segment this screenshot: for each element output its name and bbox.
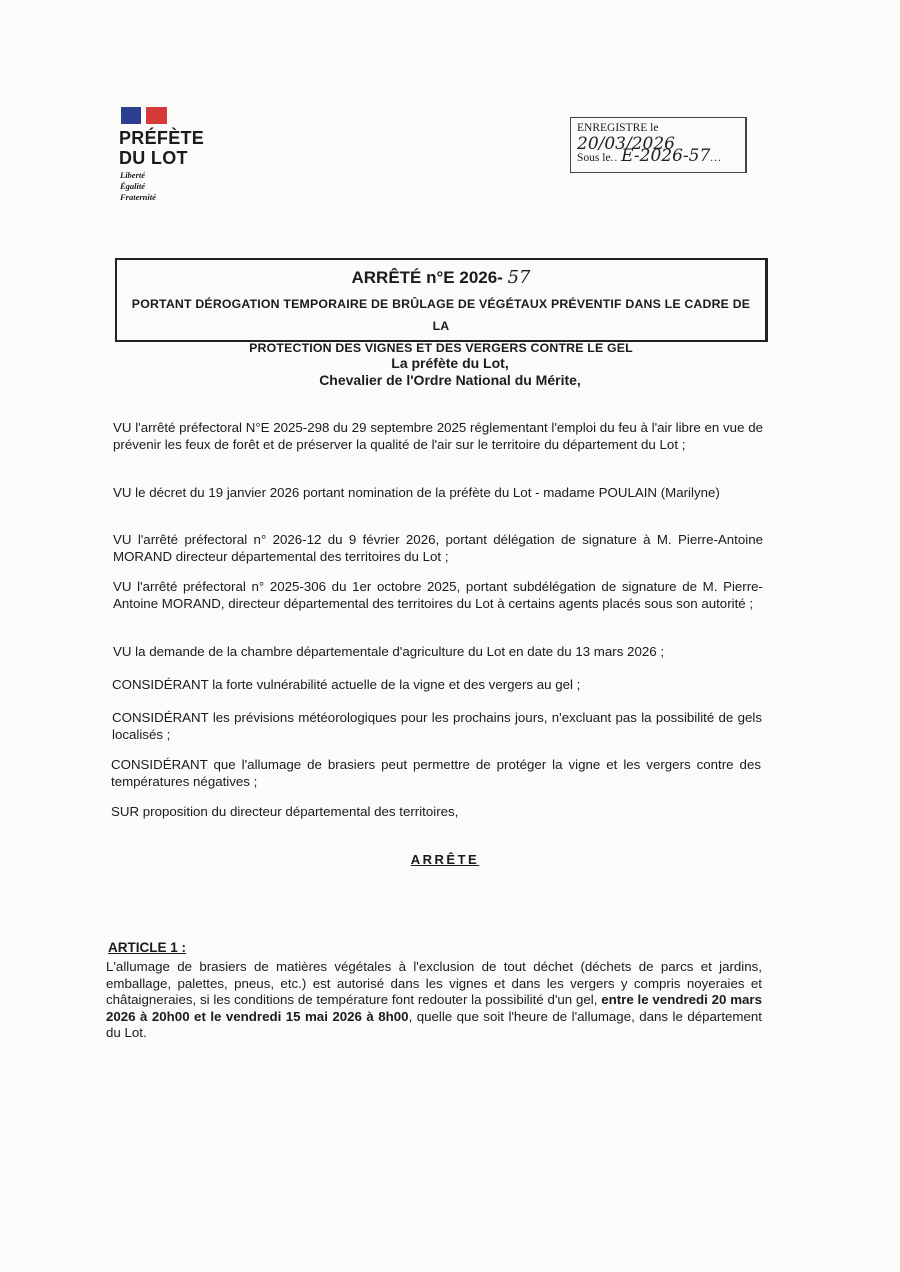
stamp-under-row: Sous le.. E-2026-57...: [577, 146, 722, 166]
visa-paragraph-2: VU le décret du 19 janvier 2026 portant nomination de la préfète du Lot - madame POULAIN (Marilyne): [113, 485, 720, 500]
flag-blue-band: [121, 107, 141, 124]
article-1-text-part2: , quelle que soit l'heure de l'allumage, dans le département du Lot.: [106, 1008, 762, 1040]
republic-motto: [120, 170, 156, 203]
prefecture-name-line1: PRÉFÈTE: [119, 128, 205, 148]
prefecture-name: [119, 128, 204, 168]
title-box: [115, 258, 768, 355]
stamp-registered-label: ENREGISTRE le: [577, 122, 659, 134]
visa-paragraph-3: VU l'arrêté préfectoral n° 2026-12 du 9 février 2026, portant délégation de signature à M. Pierre-Antoine MORAND directeur départemental des territoires du Lot ;: [113, 532, 763, 564]
french-flag-logo: [121, 107, 167, 124]
considering-paragraph-3: CONSIDÉRANT que l'allumage de brasiers peut permettre de protéger la vigne et les vergers contre des températures négatives ;: [111, 757, 761, 789]
authority-line1: La préfète du Lot,: [391, 355, 509, 371]
considering-paragraph-2: CONSIDÉRANT les prévisions météorologiques pour les prochains jours, n'excluant pas la possibilité de gels localisés ;: [112, 710, 762, 742]
decree-subtitle: [123, 293, 759, 359]
stamp-under-label: Sous le: [577, 152, 611, 164]
flag-red-band: [146, 107, 167, 124]
visa-paragraph-4: VU l'arrêté préfectoral n° 2025-306 du 1er octobre 2025, portant subdélégation de signature de M. Pierre-Antoine MORAND, directeur départemental des territoires du Lot à certains agents placés sous son autorité ;: [113, 579, 763, 611]
decree-title: [117, 267, 765, 288]
article-1-heading: ARTICLE 1 :: [108, 940, 187, 955]
visa-paragraph-5: VU la demande de la chambre départementale d'agriculture du Lot en date du 13 mars 2026 ;: [113, 644, 665, 659]
motto-egalite: Égalité: [120, 181, 146, 191]
decree-number-handwritten: 57: [507, 267, 531, 288]
registration-stamp: [570, 117, 747, 173]
article-1-text-part1: L'allumage de brasiers de matières végétales à l'exclusion de tout déchet (déchets de parcs et jardins, emballage, palettes, pneus, etc.) est autorisé dans les vignes et dans les vergers y compris noyeraies et châtaigneraies, si les conditions de température font redouter la possibilité d'un gel,: [106, 959, 762, 1007]
prefecture-name-line2: DU LOT: [119, 148, 188, 168]
authority-line2: Chevalier de l'Ordre National du Mérite,: [319, 372, 581, 388]
decree-subtitle-line1: PORTANT DÉROGATION TEMPORAIRE DE BRÛLAGE DE VÉGÉTAUX PRÉVENTIF DANS LE CADRE DE LA: [131, 297, 751, 333]
motto-fraternite: Fraternité: [120, 192, 156, 202]
stamp-registered-date: 20/03/2026: [577, 134, 675, 154]
article-1-period: entre le vendredi 20 mars 2026 à 20h00 et le vendredi 15 mai 2026 à 8h00: [106, 992, 762, 1024]
stamp-under-number: E-2026-57: [621, 146, 711, 166]
article-1-body: [106, 959, 762, 1042]
visa-paragraph-1: VU l'arrêté préfectoral N°E 2025-298 du 29 septembre 2025 réglementant l'emploi du feu à l'air libre en vue de prévenir les feux de forêt et de préserver la qualité de l'air sur le territoire du département du Lot ;: [113, 420, 763, 452]
decree-subtitle-line2: PROTECTION DES VIGNES ET DES VERGERS CONTRE LE GEL: [249, 341, 633, 355]
decision-heading: ARRÊTE: [410, 852, 480, 867]
motto-liberte: Liberté: [120, 170, 146, 180]
authority-block: [0, 355, 900, 389]
proposal-paragraph: SUR proposition du directeur départemental des territoires,: [111, 804, 459, 819]
considering-paragraph-1: CONSIDÉRANT la forte vulnérabilité actuelle de la vigne et des vergers au gel ;: [112, 677, 581, 692]
decree-title-text: ARRÊTÉ n°E 2026-: [351, 268, 503, 287]
